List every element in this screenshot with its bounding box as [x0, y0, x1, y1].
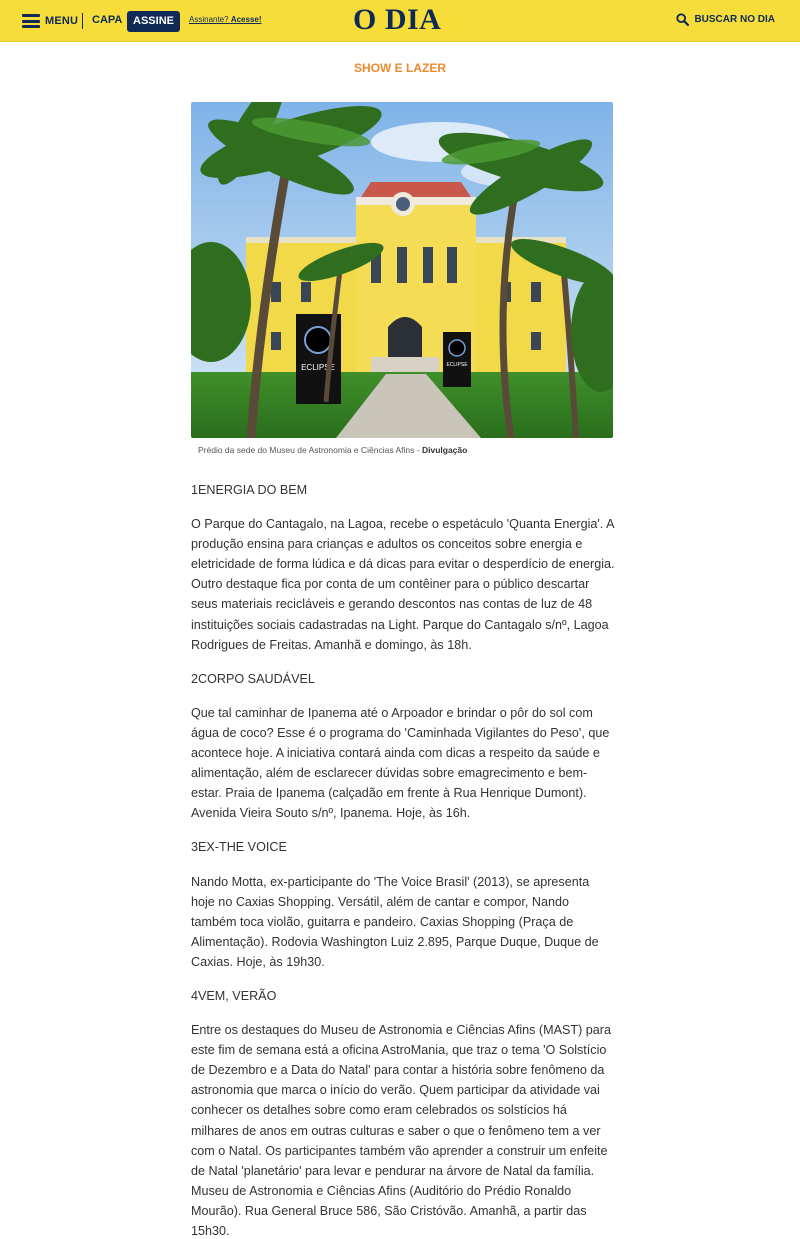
- item-paragraph: Nando Motta, ex-participante do 'The Voice Brasil' (2013), se apresenta hoje no Caxias Shopping. Versátil, além de cantar e compor, Nando também toca violão, guitarra e pandeiro. Caxias Shopping (Praça de Alimentação). Rodovia Washington Luiz 2.895, Parque Duque, Duque de Caxias. Hoje, às 19h30.: [191, 874, 599, 969]
- item-heading: 4VEM, VERÃO: [191, 988, 277, 1003]
- search-label: BUSCAR NO DIA: [694, 14, 775, 25]
- section-tag[interactable]: SHOW E LAZER: [354, 61, 446, 75]
- menu-label: MENU: [45, 15, 79, 27]
- poster-left-text: ECLIPSE: [301, 363, 335, 372]
- acesse-text: Acesse!: [230, 15, 262, 24]
- search-icon: [676, 13, 689, 26]
- item-heading: 1ENERGIA DO BEM: [191, 483, 308, 497]
- capa-link[interactable]: CAPA: [92, 14, 123, 26]
- menu-button[interactable]: [22, 12, 78, 30]
- search-button[interactable]: [676, 13, 775, 26]
- item-paragraph: O Parque do Cantagalo, na Lagoa, recebe o espetáculo 'Quanta Energia'. A produção ensina para crianças e adultos os conceitos sobre energia e eletricidade de forma lúdica e dá dicas para evitar o desperdício de energia. Outro destaque fica por conta de um contêiner para o público descartar seus materiais recicláveis e gerando descontos nas contas de luz de 48 instituições sociais cadastradas na Light. Parque do Cantagalo s/nº, Lagoa Rodrigues de Freitas. Amanhã e domingo, às 18h.: [191, 517, 615, 652]
- item-paragraph: Entre os destaques do Museu de Astronomia e Ciências Afins (MAST) para este fim de semana está a oficina AstroMania, que traz o tema 'O Solstício de Dezembro e a Data do Natal' para contar a história sobre fenômeno da astronomia que marca o início do verão. Quem participar da atividade vai conhecer os detalhes sobre como eram celebrados os solstícios há milhares de anos em outras culturas e saber o que o fenômeno tem a ver com o Natal. Os participantes também vão aprender a construir um enfeite de Natal 'planetário' para levar e pendurar na árvore de Natal da família. Museu de Astronomia e Ciências Afins (Auditório do Prédio Ronaldo Mourão). Rua General Bruce 586, São Cristóvão. Amanhã, a partir das 15h30.: [191, 1023, 612, 1238]
- caption-credit: Divulgação: [421, 445, 468, 455]
- hamburger-icon: [22, 14, 40, 28]
- site-logo[interactable]: O DIA: [353, 3, 442, 36]
- item-heading: 3EX-THE VOICE: [191, 840, 287, 855]
- article-body: [191, 480, 615, 1239]
- assine-button[interactable]: ASSINE: [127, 11, 180, 32]
- article-photo: [191, 102, 613, 438]
- photo-caption: [198, 445, 467, 455]
- header-divider: [82, 13, 83, 29]
- item-heading: 2CORPO SAUDÁVEL: [191, 671, 315, 686]
- item-paragraph: Que tal caminhar de Ipanema até o Arpoador e brindar o pôr do sol com água de coco? Esse é o programa do 'Caminhada Vigilantes do Peso', que acontece hoje. A iniciativa contará ainda com dicas a respeito da saúde e alimentação, além de esclarecer dúvidas sobre emagrecimento e bem-estar. Praia de Ipanema (calçadão em frente à Rua Henrique Dumont). Avenida Vieira Souto s/nº, Ipanema. Hoje, às 16h.: [191, 705, 610, 821]
- caption-text: Prédio da sede do Museu de Astronomia e Ciências Afins -: [198, 445, 422, 455]
- assinante-text: Assinante?: [189, 15, 229, 24]
- top-header: [0, 0, 800, 42]
- museum-photo-illustration: [191, 102, 613, 438]
- assinante-login-link[interactable]: [189, 15, 262, 24]
- poster-right-text: ECLIPSE: [446, 362, 468, 368]
